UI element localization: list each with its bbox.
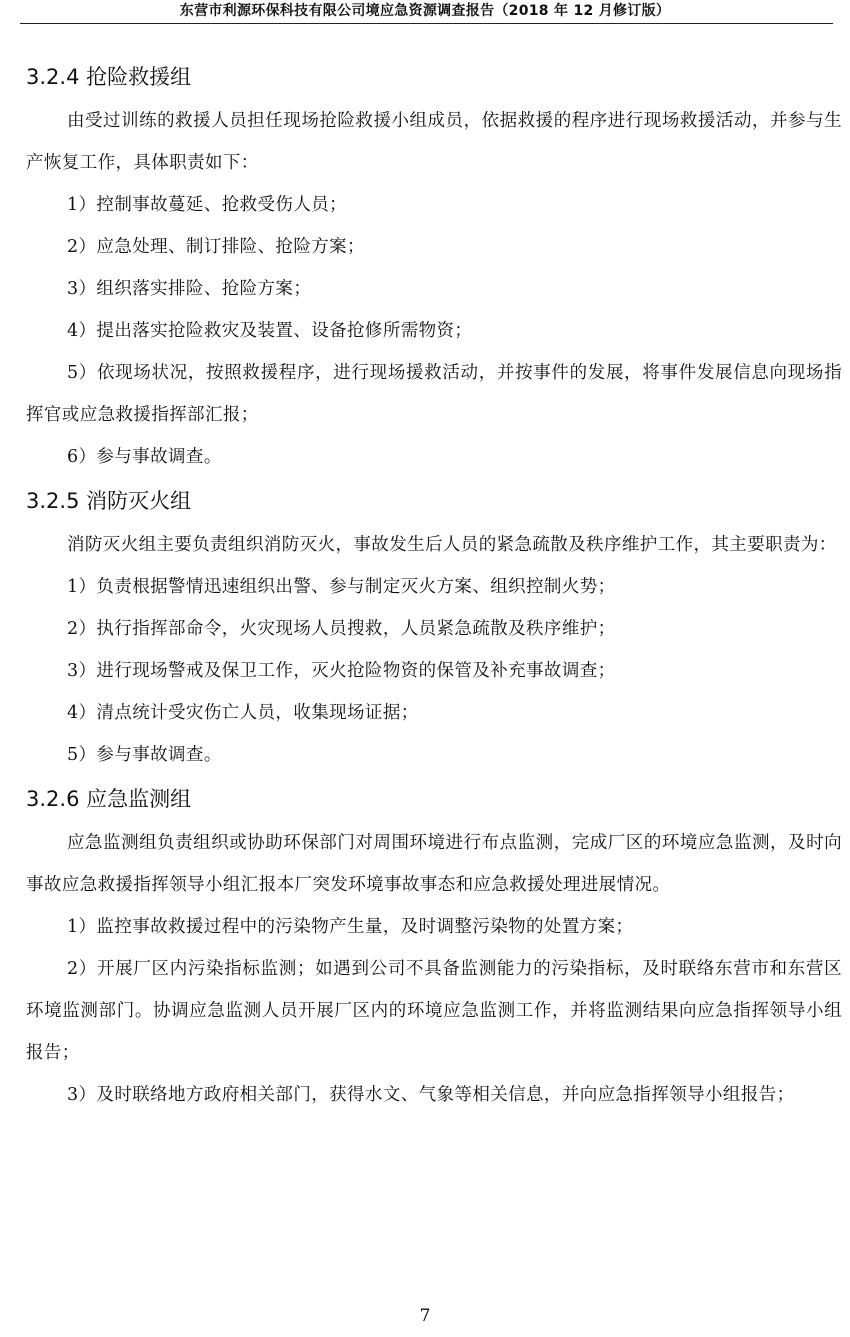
document-body [26,54,842,1116]
list-item: 2）应急处理、制订排险、抢险方案； [67,237,365,257]
list-item: 5）参与事故调查。 [67,745,222,765]
section-intro: 应急监测组负责组织或协助环保部门对周围环境进行布点监测，完成厂区的环境应急监测，及时向事故应急救援指挥领导小组汇报本厂突发环境事故事态和应急救援处理进展情况。 [26,833,842,895]
list-item: 1）监控事故救援过程中的污染物产生量，及时调整污染物的处置方案； [67,917,634,937]
page-header: 东营市利源环保科技有限公司境应急资源调查报告（2018 年 12 月修订版） [179,3,671,19]
list-item: 3）及时联络地方政府相关部门，获得水文、气象等相关信息，并向应急指挥领导小组报告； [67,1085,795,1105]
header-divider [20,23,833,24]
list-item: 1）控制事故蔓延、抢救受伤人员； [67,195,348,215]
section-3-2-6 [26,776,842,1116]
list-item: 5）依现场状况，按照救援程序，进行现场援救活动，并按事件的发展，将事件发展信息向现场指挥官或应急救援指挥部汇报； [26,363,842,425]
list-item: 2）开展厂区内污染指标监测；如遇到公司不具备监测能力的污染指标，及时联络东营市和东营区环境监测部门。协调应急监测人员开展厂区内的环境应急监测工作，并将监测结果向应急指挥领导小组报告； [26,959,842,1063]
section-heading: 3.2.4 抢险救援组 [26,65,192,89]
list-item: 3）组织落实排险、抢险方案； [67,279,312,299]
section-3-2-5 [26,478,842,776]
list-item: 1）负责根据警情迅速组织出警、参与制定灭火方案、组织控制火势； [67,577,616,597]
section-intro: 消防灭火组主要负责组织消防灭火，事故发生后人员的紧急疏散及秩序维护工作，其主要职责为： [67,535,837,555]
list-item: 3）进行现场警戒及保卫工作，灭火抢险物资的保管及补充事故调查； [67,661,616,681]
section-heading: 3.2.5 消防灭火组 [26,489,192,513]
list-item: 4）提出落实抢险救灾及装置、设备抢修所需物资； [67,321,473,341]
section-intro: 由受过训练的救援人员担任现场抢险救援小组成员，依据救援的程序进行现场救援活动，并参与生产恢复工作，具体职责如下： [26,111,842,173]
list-item: 6）参与事故调查。 [67,447,222,467]
section-heading: 3.2.6 应急监测组 [26,787,192,811]
section-3-2-4 [26,54,842,478]
list-item: 2）执行指挥部命令，火灾现场人员搜救，人员紧急疏散及秩序维护； [67,619,616,639]
page-number: 7 [419,1306,431,1326]
list-item: 4）清点统计受灾伤亡人员，收集现场证据； [67,703,419,723]
